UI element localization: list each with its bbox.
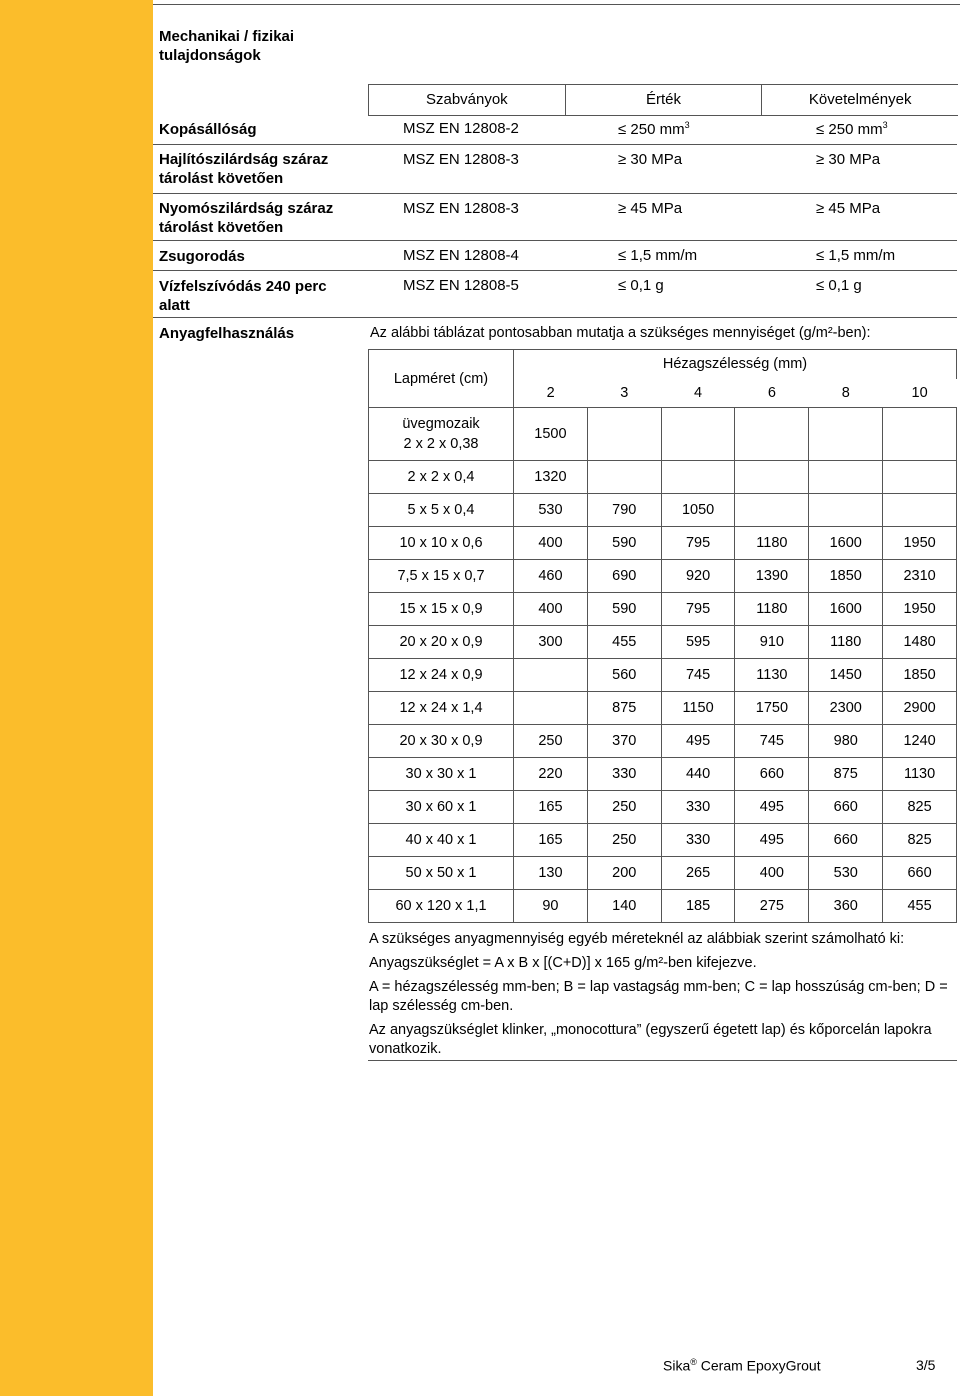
property-name: Hajlítószilárdság száraz tárolást követően xyxy=(159,151,329,187)
tile-size-cell: 10 x 10 x 0,6 xyxy=(369,527,514,560)
footer-product: Sika® Ceram EpoxyGrout xyxy=(663,1357,821,1374)
property-name: Vízfelszívódás 240 perc alatt xyxy=(159,278,327,314)
tile-size-cell: 30 x 60 x 1 xyxy=(369,791,514,824)
consumption-value-cell: 2900 xyxy=(883,692,957,725)
consumption-value-cell xyxy=(514,692,588,725)
property-standard: MSZ EN 12808-5 xyxy=(403,277,519,294)
property-requirement: ≤ 250 $mm^3$ xyxy=(816,120,888,138)
tile-size-cell: 20 x 20 x 0,9 xyxy=(369,626,514,659)
table-row xyxy=(369,560,957,593)
consumption-value-cell: 130 xyxy=(514,857,588,890)
table-row xyxy=(369,824,957,857)
tile-size-cell: 20 x 30 x 0,9 xyxy=(369,725,514,758)
property-name: Zsugorodás xyxy=(159,248,245,265)
table-row xyxy=(369,408,957,461)
consumption-value-cell: 1050 xyxy=(661,494,735,527)
consumption-value-cell: 745 xyxy=(735,725,809,758)
consumption-value-cell: 590 xyxy=(587,593,661,626)
footer-page-number: 3/5 xyxy=(916,1357,936,1373)
note-line: A = hézagszélesség mm-ben; B = lap vastagság mm-ben; C = lap hosszúság cm-ben; D = lap szélesség cm-ben. xyxy=(369,979,948,1014)
tile-size-cell: 12 x 24 x 0,9 xyxy=(369,659,514,692)
consumption-value-cell: 1450 xyxy=(809,659,883,692)
property-row-flexural xyxy=(153,145,957,194)
property-requirement: ≥ 45 MPa xyxy=(816,200,881,217)
consumption-value-cell: 200 xyxy=(587,857,661,890)
consumption-value-cell: 185 xyxy=(661,890,735,923)
consumption-value-cell: 590 xyxy=(587,527,661,560)
consumption-value-cell: 265 xyxy=(661,857,735,890)
consumption-value-cell: 1850 xyxy=(883,659,957,692)
consumption-value-cell: 250 xyxy=(587,791,661,824)
consumption-value-cell xyxy=(587,461,661,494)
table-row xyxy=(369,461,957,494)
consumption-value-cell: 1150 xyxy=(661,692,735,725)
tile-size-cell: 7,5 x 15 x 0,7 xyxy=(369,560,514,593)
size-column-header: Lapméret (cm) xyxy=(369,350,514,408)
calculation-notes xyxy=(369,930,957,1064)
consumption-value-cell: 875 xyxy=(809,758,883,791)
consumption-table-wrap xyxy=(368,349,957,923)
consumption-value-cell: 1950 xyxy=(883,593,957,626)
tile-size-cell: 50 x 50 x 1 xyxy=(369,857,514,890)
gap-value-header: 6 xyxy=(735,379,809,408)
table-row xyxy=(369,857,957,890)
header-requirements: Követelmények xyxy=(808,91,912,108)
consumption-value-cell: 875 xyxy=(587,692,661,725)
consumption-value-cell: 460 xyxy=(514,560,588,593)
consumption-value-cell: 530 xyxy=(809,857,883,890)
property-row-shrinkage xyxy=(153,241,957,271)
gap-width-header: Hézagszélesség (mm) xyxy=(514,350,957,379)
consumption-value-cell: 250 xyxy=(514,725,588,758)
table-row xyxy=(369,758,957,791)
property-name: Nyomószilárdság száraz tárolást követően xyxy=(159,200,334,236)
consumption-value-cell: 825 xyxy=(883,824,957,857)
consumption-value-cell xyxy=(883,494,957,527)
table-row xyxy=(369,494,957,527)
consumption-value-cell: 790 xyxy=(587,494,661,527)
table-row xyxy=(369,725,957,758)
consumption-value-cell: 165 xyxy=(514,791,588,824)
tile-size-cell: 5 x 5 x 0,4 xyxy=(369,494,514,527)
gap-value-header: 4 xyxy=(661,379,735,408)
notes-bottom-rule xyxy=(368,1060,957,1061)
consumption-value-cell: 660 xyxy=(809,824,883,857)
consumption-value-cell: 660 xyxy=(809,791,883,824)
consumption-value-cell: 495 xyxy=(735,791,809,824)
consumption-value-cell: 1240 xyxy=(883,725,957,758)
tile-size-cell: 2 x 2 x 0,4 xyxy=(369,461,514,494)
consumption-value-cell: 1320 xyxy=(514,461,588,494)
consumption-value-cell: 1480 xyxy=(883,626,957,659)
property-requirement: ≤ 0,1 g xyxy=(816,277,862,294)
consumption-value-cell: 1500 xyxy=(514,408,588,461)
consumption-value-cell xyxy=(735,408,809,461)
property-standard: MSZ EN 12808-4 xyxy=(403,247,519,264)
consumption-value-cell: 330 xyxy=(661,824,735,857)
consumption-value-cell xyxy=(809,408,883,461)
consumption-value-cell: 825 xyxy=(883,791,957,824)
consumption-value-cell xyxy=(883,461,957,494)
consumption-value-cell: 660 xyxy=(735,758,809,791)
tile-size-cell: 40 x 40 x 1 xyxy=(369,824,514,857)
consumption-value-cell xyxy=(735,494,809,527)
table-row xyxy=(369,791,957,824)
consumption-value-cell xyxy=(883,408,957,461)
sidebar-stripe xyxy=(0,0,153,1396)
consumption-value-cell: 1180 xyxy=(809,626,883,659)
consumption-value-cell: 1130 xyxy=(883,758,957,791)
note-line: A szükséges anyagmennyiség egyéb méreteknél az alábbiak szerint számolható ki: xyxy=(369,931,905,947)
consumption-value-cell: 400 xyxy=(735,857,809,890)
consumption-value-cell: 920 xyxy=(661,560,735,593)
table-row xyxy=(369,593,957,626)
consumption-value-cell: 2310 xyxy=(883,560,957,593)
property-value: ≤ 1,5 mm/m xyxy=(618,247,698,264)
consumption-value-cell: 2300 xyxy=(809,692,883,725)
consumption-value-cell: 1130 xyxy=(735,659,809,692)
consumption-value-cell xyxy=(735,461,809,494)
consumption-value-cell: 1850 xyxy=(809,560,883,593)
property-requirement: ≤ 1,5 mm/m xyxy=(816,247,896,264)
consumption-value-cell: 1180 xyxy=(735,593,809,626)
consumption-value-cell: 495 xyxy=(735,824,809,857)
consumption-value-cell: 275 xyxy=(735,890,809,923)
consumption-value-cell: 330 xyxy=(587,758,661,791)
consumption-value-cell xyxy=(661,461,735,494)
consumption-value-cell: 690 xyxy=(587,560,661,593)
gap-value-header: 8 xyxy=(809,379,883,408)
gap-value-header: 3 xyxy=(587,379,661,408)
note-line: Az anyagszükséglet klinker, „monocottura” (egyszerű égetett lap) és kőporcelán lapokra vonatkozik. xyxy=(369,1022,932,1057)
consumption-value-cell: 660 xyxy=(883,857,957,890)
consumption-value-cell: 495 xyxy=(661,725,735,758)
consumption-value-cell: 795 xyxy=(661,527,735,560)
consumption-value-cell: 745 xyxy=(661,659,735,692)
usage-intro: Az alábbi táblázat pontosabban mutatja a szükséges mennyiséget (g/m²-ben): xyxy=(370,325,871,341)
consumption-value-cell: 165 xyxy=(514,824,588,857)
consumption-value-cell xyxy=(587,408,661,461)
table-row xyxy=(369,527,957,560)
consumption-value-cell: 910 xyxy=(735,626,809,659)
tile-size-cell: üvegmozaik 2 x 2 x 0,38 xyxy=(369,408,514,461)
property-standard: MSZ EN 12808-3 xyxy=(403,151,519,168)
property-standard: MSZ EN 12808-3 xyxy=(403,200,519,217)
usage-label: Anyagfelhasználás xyxy=(159,325,295,342)
consumption-value-cell: 400 xyxy=(514,593,588,626)
header-value: Érték xyxy=(566,85,763,115)
consumption-value-cell: 140 xyxy=(587,890,661,923)
consumption-value-cell: 1600 xyxy=(809,593,883,626)
page-top-rule xyxy=(153,4,960,5)
consumption-value-cell: 560 xyxy=(587,659,661,692)
gap-value-header: 10 xyxy=(883,379,957,408)
consumption-value-cell: 1600 xyxy=(809,527,883,560)
consumption-value-cell: 455 xyxy=(587,626,661,659)
property-value: ≥ 30 MPa xyxy=(618,151,683,168)
consumption-value-cell: 1180 xyxy=(735,527,809,560)
property-standard: MSZ EN 12808-2 xyxy=(403,120,519,137)
consumption-value-cell: 1750 xyxy=(735,692,809,725)
property-row-water-absorption xyxy=(153,271,957,318)
property-name: Kopásállóság xyxy=(159,121,257,138)
tile-size-cell: 60 x 120 x 1,1 xyxy=(369,890,514,923)
consumption-value-cell: 330 xyxy=(661,791,735,824)
consumption-value-cell: 455 xyxy=(883,890,957,923)
consumption-value-cell: 300 xyxy=(514,626,588,659)
consumption-value-cell: 220 xyxy=(514,758,588,791)
consumption-value-cell: 400 xyxy=(514,527,588,560)
property-value: ≥ 45 MPa xyxy=(618,200,683,217)
consumption-value-cell: 795 xyxy=(661,593,735,626)
property-row-compressive xyxy=(153,194,957,241)
consumption-table xyxy=(368,349,957,923)
table-row xyxy=(369,890,957,923)
tile-size-cell: 15 x 15 x 0,9 xyxy=(369,593,514,626)
table-row xyxy=(369,626,957,659)
gap-value-header: 2 xyxy=(514,379,588,408)
consumption-value-cell: 440 xyxy=(661,758,735,791)
property-value: ≤ 0,1 g xyxy=(618,277,664,294)
consumption-value-cell: 370 xyxy=(587,725,661,758)
table-row xyxy=(369,659,957,692)
consumption-value-cell: 250 xyxy=(587,824,661,857)
tile-size-cell: 12 x 24 x 1,4 xyxy=(369,692,514,725)
consumption-value-cell xyxy=(514,659,588,692)
property-requirement: ≥ 30 MPa xyxy=(816,151,881,168)
consumption-value-cell: 1950 xyxy=(883,527,957,560)
consumption-value-cell: 1390 xyxy=(735,560,809,593)
consumption-value-cell xyxy=(661,408,735,461)
tile-size-cell: 30 x 30 x 1 xyxy=(369,758,514,791)
section-title: Mechanikai / fizikai tulajdonságok xyxy=(159,28,295,64)
consumption-header-row xyxy=(369,350,957,379)
property-row-abrasion xyxy=(153,115,957,145)
property-value: ≤ 250 $mm^3$ xyxy=(618,120,690,138)
consumption-value-cell: 360 xyxy=(809,890,883,923)
consumption-value-cell xyxy=(809,461,883,494)
consumption-value-cell: 980 xyxy=(809,725,883,758)
table-row xyxy=(369,692,957,725)
consumption-value-cell: 90 xyxy=(514,890,588,923)
consumption-value-cell: 595 xyxy=(661,626,735,659)
note-line: Anyagszükséglet = A x B x [(C+D)] x 165 g/m²-ben kifejezve. xyxy=(369,955,757,971)
consumption-value-cell: 530 xyxy=(514,494,588,527)
properties-header xyxy=(368,84,958,116)
header-standards: Szabványok xyxy=(369,85,566,115)
consumption-value-cell xyxy=(809,494,883,527)
